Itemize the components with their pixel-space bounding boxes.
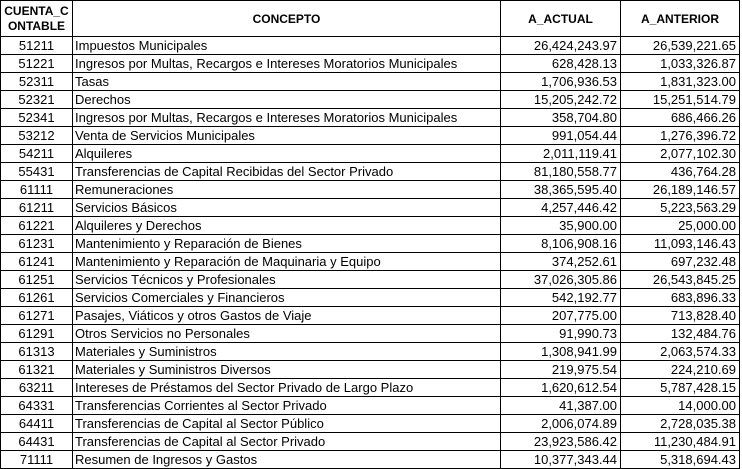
cell-a-anterior: 686,466.26 (621, 109, 740, 127)
cell-cuenta-contable: 64411 (1, 415, 73, 433)
cell-cuenta-contable: 61211 (1, 199, 73, 217)
cell-a-actual: 207,775.00 (501, 307, 621, 325)
cell-concepto: Transferencias de Capital al Sector Privado (73, 433, 501, 451)
cell-a-anterior: 1,033,326.87 (621, 55, 740, 73)
cell-a-actual: 38,365,595.40 (501, 181, 621, 199)
cell-cuenta-contable: 64331 (1, 397, 73, 415)
table-row (1, 181, 740, 199)
cell-cuenta-contable: 55431 (1, 163, 73, 181)
cell-a-actual: 81,180,558.77 (501, 163, 621, 181)
table-row (1, 307, 740, 325)
cell-cuenta-contable: 61261 (1, 289, 73, 307)
cell-concepto: Derechos (73, 91, 501, 109)
cell-concepto: Transferencias Corrientes al Sector Privado (73, 397, 501, 415)
table-row (1, 55, 740, 73)
cell-a-actual: 628,428.13 (501, 55, 621, 73)
cell-a-anterior: 26,189,146.57 (621, 181, 740, 199)
cell-concepto: Alquileres y Derechos (73, 217, 501, 235)
cell-a-actual: 219,975.54 (501, 361, 621, 379)
cell-a-anterior: 11,093,146.43 (621, 235, 740, 253)
cell-a-actual: 35,900.00 (501, 217, 621, 235)
cell-concepto: Intereses de Préstamos del Sector Privado de Largo Plazo (73, 379, 501, 397)
cell-a-anterior: 2,728,035.38 (621, 415, 740, 433)
table-row (1, 163, 740, 181)
header-cuenta-contable: CUENTA_CONTABLE (1, 1, 73, 37)
cell-a-anterior: 26,539,221.65 (621, 37, 740, 55)
cell-a-anterior: 5,318,694.43 (621, 451, 740, 469)
cell-a-actual: 23,923,586.42 (501, 433, 621, 451)
cell-concepto: Tasas (73, 73, 501, 91)
cell-concepto: Otros Servicios no Personales (73, 325, 501, 343)
table-row (1, 109, 740, 127)
cell-cuenta-contable: 71111 (1, 451, 73, 469)
table-row (1, 199, 740, 217)
cell-a-actual: 41,387.00 (501, 397, 621, 415)
table-body (1, 37, 740, 469)
cell-a-actual: 991,054.44 (501, 127, 621, 145)
cell-a-anterior: 25,000.00 (621, 217, 740, 235)
cell-concepto: Materiales y Suministros Diversos (73, 361, 501, 379)
cell-cuenta-contable: 63211 (1, 379, 73, 397)
cell-concepto: Transferencias de Capital Recibidas del Sector Privado (73, 163, 501, 181)
cell-cuenta-contable: 61231 (1, 235, 73, 253)
cell-cuenta-contable: 61313 (1, 343, 73, 361)
cell-a-actual: 2,011,119.41 (501, 145, 621, 163)
table-row (1, 451, 740, 469)
cell-cuenta-contable: 54211 (1, 145, 73, 163)
table-row (1, 235, 740, 253)
cell-cuenta-contable: 61321 (1, 361, 73, 379)
cell-concepto: Remuneraciones (73, 181, 501, 199)
cell-a-anterior: 224,210.69 (621, 361, 740, 379)
cell-a-actual: 358,704.80 (501, 109, 621, 127)
cell-a-anterior: 132,484.76 (621, 325, 740, 343)
header-a-anterior: A_ANTERIOR (621, 1, 740, 37)
cell-a-anterior: 5,787,428.15 (621, 379, 740, 397)
cell-a-actual: 1,308,941.99 (501, 343, 621, 361)
header-row (1, 1, 740, 37)
table-row (1, 91, 740, 109)
table-row (1, 433, 740, 451)
table-row (1, 325, 740, 343)
cell-a-actual: 374,252.61 (501, 253, 621, 271)
table-row (1, 289, 740, 307)
cell-a-anterior: 11,230,484.91 (621, 433, 740, 451)
table-row (1, 217, 740, 235)
cell-concepto: Pasajes, Viáticos y otros Gastos de Viaje (73, 307, 501, 325)
header-concepto: CONCEPTO (73, 1, 501, 37)
cell-a-anterior: 1,831,323.00 (621, 73, 740, 91)
table-row (1, 379, 740, 397)
cell-cuenta-contable: 52311 (1, 73, 73, 91)
cell-a-actual: 37,026,305.86 (501, 271, 621, 289)
cell-a-actual: 10,377,343.44 (501, 451, 621, 469)
cell-cuenta-contable: 53212 (1, 127, 73, 145)
cell-concepto: Servicios Comerciales y Financieros (73, 289, 501, 307)
table-row (1, 343, 740, 361)
header-a-actual: A_ACTUAL (501, 1, 621, 37)
table-row (1, 145, 740, 163)
cell-concepto: Ingresos por Multas, Recargos e Intereses Moratorios Municipales (73, 55, 501, 73)
table-row (1, 73, 740, 91)
cell-cuenta-contable: 61111 (1, 181, 73, 199)
cell-concepto: Venta de Servicios Municipales (73, 127, 501, 145)
cell-cuenta-contable: 64431 (1, 433, 73, 451)
cell-a-actual: 8,106,908.16 (501, 235, 621, 253)
cell-cuenta-contable: 61271 (1, 307, 73, 325)
cell-concepto: Materiales y Suministros (73, 343, 501, 361)
cell-cuenta-contable: 61221 (1, 217, 73, 235)
cell-a-actual: 2,006,074.89 (501, 415, 621, 433)
cell-a-anterior: 26,543,845.25 (621, 271, 740, 289)
cell-a-anterior: 14,000.00 (621, 397, 740, 415)
table-row (1, 415, 740, 433)
table-row (1, 397, 740, 415)
cell-concepto: Alquileres (73, 145, 501, 163)
cell-cuenta-contable: 52341 (1, 109, 73, 127)
table-row (1, 253, 740, 271)
cell-a-anterior: 1,276,396.72 (621, 127, 740, 145)
cell-cuenta-contable: 61251 (1, 271, 73, 289)
cell-a-actual: 91,990.73 (501, 325, 621, 343)
cell-a-anterior: 436,764.28 (621, 163, 740, 181)
cell-a-anterior: 2,063,574.33 (621, 343, 740, 361)
cell-concepto: Impuestos Municipales (73, 37, 501, 55)
cell-a-anterior: 697,232.48 (621, 253, 740, 271)
cell-concepto: Resumen de Ingresos y Gastos (73, 451, 501, 469)
table-row (1, 361, 740, 379)
cell-concepto: Servicios Técnicos y Profesionales (73, 271, 501, 289)
cell-a-anterior: 15,251,514.79 (621, 91, 740, 109)
cell-a-actual: 1,620,612.54 (501, 379, 621, 397)
cell-concepto: Transferencias de Capital al Sector Público (73, 415, 501, 433)
cell-a-anterior: 683,896.33 (621, 289, 740, 307)
table-row (1, 37, 740, 55)
cell-cuenta-contable: 51211 (1, 37, 73, 55)
table-row (1, 127, 740, 145)
cell-concepto: Servicios Básicos (73, 199, 501, 217)
cell-a-anterior: 2,077,102.30 (621, 145, 740, 163)
cell-a-anterior: 713,828.40 (621, 307, 740, 325)
cell-a-actual: 15,205,242.72 (501, 91, 621, 109)
cell-cuenta-contable: 52321 (1, 91, 73, 109)
cell-cuenta-contable: 61291 (1, 325, 73, 343)
table-row (1, 271, 740, 289)
cell-concepto: Mantenimiento y Reparación de Bienes (73, 235, 501, 253)
cell-concepto: Ingresos por Multas, Recargos e Intereses Moratorios Municipales (73, 109, 501, 127)
cell-a-actual: 26,424,243.97 (501, 37, 621, 55)
cell-cuenta-contable: 61241 (1, 253, 73, 271)
cell-concepto: Mantenimiento y Reparación de Maquinaria y Equipo (73, 253, 501, 271)
cell-a-actual: 542,192.77 (501, 289, 621, 307)
cell-a-actual: 4,257,446.42 (501, 199, 621, 217)
cell-a-actual: 1,706,936.53 (501, 73, 621, 91)
cell-a-anterior: 5,223,563.29 (621, 199, 740, 217)
cell-cuenta-contable: 51221 (1, 55, 73, 73)
